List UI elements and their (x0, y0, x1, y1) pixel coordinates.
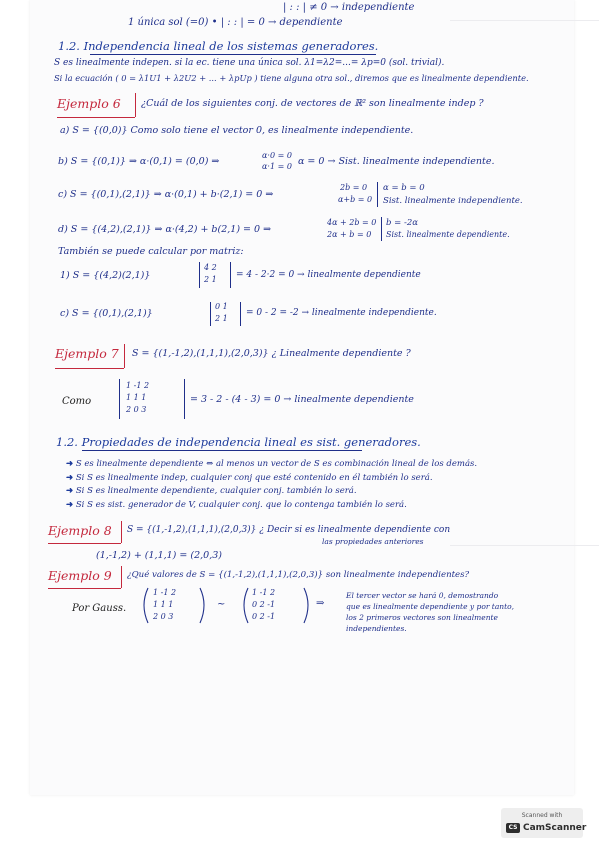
bullet-arrow-icon: ➜ (66, 473, 74, 483)
item-c-result: Sist. linealmente independiente. (383, 196, 523, 206)
watermark-caption: Scanned with (521, 812, 563, 819)
example-label: Ejemplo 9 (48, 568, 112, 583)
camscanner-logo-icon: CS (506, 823, 520, 833)
item-b: b) S = {(0,1)} ⇒ α·(0,1) = (0,0) ⇒ (58, 156, 220, 167)
matrix-row: 1 -1 2 (126, 381, 150, 390)
conclusion-line: El tercer vector se hará 0, demostrando (346, 591, 499, 600)
system-line: 2b = 0 (340, 183, 368, 192)
bullet-arrow-icon: ➜ (66, 500, 74, 510)
matrix-row: 2 0 3 (153, 612, 174, 621)
item-a: a) S = {(0,0)} Como solo tiene el vector 0, es linealmente independiente. (60, 125, 414, 136)
example-label: Ejemplo 7 (55, 346, 119, 361)
equivalence-symbol: ~ (217, 599, 226, 610)
matrix-row: 1 -1 2 (252, 588, 276, 597)
property-text: Si S es linealmente indep, cualquier conj que esté contenido en él también lo será. (75, 473, 433, 483)
matrix-row: 0 2 -1 (252, 600, 276, 609)
matrix-row: 2 1 (204, 275, 217, 284)
system-line: α+b = 0 (338, 195, 373, 204)
property-text: Si S es sist. generador de V, cualquier conj. que lo contenga también lo será. (75, 500, 407, 510)
matrix-result: = 0 - 2 = -2 → linealmente independiente. (246, 308, 437, 318)
example-question-cont: las propiedades anteriores (322, 537, 424, 546)
system-line: 4α + 2b = 0 (327, 218, 377, 227)
definition-line: S es linealmente indepen. si la ec. tiene una única sol. λ1=λ2=...= λp=0 (sol. trivial). (54, 58, 445, 68)
matrix-row: 4 2 (204, 263, 217, 272)
example-label: Ejemplo 6 (57, 96, 121, 111)
matrix-row: 2 1 (215, 314, 228, 323)
camscanner-watermark (501, 808, 587, 838)
matrix-item: 1) S = {(4,2)(2,1)} (60, 270, 151, 281)
top-line-1: | : : | ≠ 0 → independiente (283, 2, 415, 13)
section-heading: 1.2. Propiedades de independencia lineal es sist. generadores. (56, 435, 421, 449)
implies-arrow: ⇒ (316, 598, 325, 609)
matrix-row: 1 1 1 (153, 600, 174, 609)
property-text: S es linealmente dependiente ⇔ al menos un vector de S es combinación lineal de los demás. (75, 459, 478, 469)
example-question: S = {(1,-1,2),(1,1,1),(2,0,3)} ¿ Decir si es linealmente dependiente con (127, 525, 451, 535)
example-question: ¿Cuál de los siguientes conj. de vectores de ℝ² son linealmente indep ? (141, 98, 484, 109)
matrix-row: 0 1 (215, 302, 228, 311)
matrix-row: 2 0 3 (126, 405, 147, 414)
subheading: También se puede calcular por matriz: (58, 246, 244, 257)
item-b-result: α = 0 → Sist. linealmente independiente. (298, 156, 495, 167)
matrix-row: 1 -1 2 (153, 588, 177, 597)
como-label: Como (62, 396, 92, 407)
matrix-row: 1 1 1 (126, 393, 147, 402)
gauss-label: Por Gauss. (72, 603, 127, 614)
matrix-row: 0 2 -1 (252, 612, 276, 621)
conclusion-line: que es linealmente dependiente y por tanto, (346, 602, 515, 611)
example-answer: (1,-1,2) + (1,1,1) = (2,0,3) (96, 550, 222, 561)
example-question: ¿Qué valores de S = {(1,-1,2),(1,1,1),(2,0,3)} son linealmente independientes? (127, 570, 470, 580)
item-c: c) S = {(0,1),(2,1)} ⇒ α·(0,1) + b·(2,1) = 0 ⇒ (58, 189, 274, 200)
bullet-arrow-icon: ➜ (66, 459, 74, 469)
property-text: Si S es linealmente dependiente, cualquier conj. también lo será. (75, 486, 357, 496)
section-heading: 1.2. Independencia lineal de los sistemas generadores. (58, 39, 379, 53)
watermark-brand: CamScanner (523, 823, 587, 833)
item-d-result: b = -2α (386, 218, 418, 228)
system-line: 2α + b = 0 (327, 230, 372, 239)
matrix-item: c) S = {(0,1),(2,1)} (60, 308, 153, 319)
bullet-arrow-icon: ➜ (66, 486, 74, 496)
matrix-result: = 3 - 2 - (4 - 3) = 0 → linealmente dependiente (190, 394, 414, 405)
example-label: Ejemplo 8 (48, 523, 112, 538)
conclusion-line: los 2 primeros vectores son linealmente (346, 613, 498, 622)
definition-line: Si la ecuación ( 0 = λ1U1 + λ2U2 + ... + λpUp ) tiene alguna otra sol., diremos que es linealmente dependiente. (54, 73, 529, 83)
matrix-result: = 4 - 2·2 = 0 → linealmente dependiente (236, 270, 421, 280)
conclusion-line: independientes. (346, 624, 407, 633)
top-line-2: 1 única sol (=0) • | : : | = 0 → dependiente (128, 17, 343, 28)
system-line: α·1 = 0 (262, 162, 292, 171)
item-d-result: Sist. linealmente dependiente. (386, 230, 510, 239)
system-line: α·0 = 0 (262, 151, 292, 160)
item-d: d) S = {(4,2),(2,1)} ⇒ α·(4,2) + b(2,1) = 0 ⇒ (58, 224, 272, 235)
example-question: S = {(1,-1,2),(1,1,1),(2,0,3)} ¿ Linealmente dependiente ? (132, 348, 411, 359)
item-c-result: α = b = 0 (383, 183, 425, 193)
